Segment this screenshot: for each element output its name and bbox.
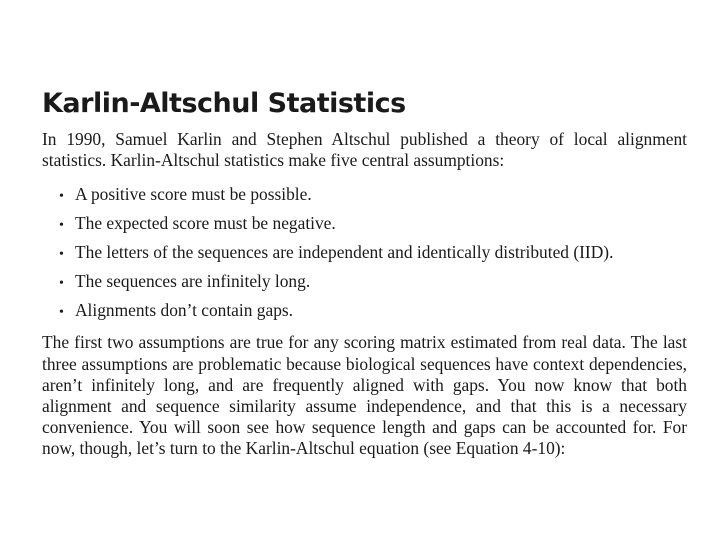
body-paragraph: The first two assumptions are true for any scoring matrix estimated from real data. The last three assumptions are problematic because biological sequences have context dependencies, aren’t infinitely long, and are frequently aligned with gaps. You now know that both alignment and sequence similarity assume independence, and that this is a necessary convenience. You will soon see how sequence length and gaps can be accounted for. For now, though, let’s turn to the Karlin-Altschul equation (see Equation 4-10): xyxy=(42,332,687,459)
list-item xyxy=(59,297,687,326)
bullet-icon: • xyxy=(59,305,64,321)
intro-paragraph: In 1990, Samuel Karlin and Stephen Altschul published a theory of local alignment statistics. Karlin-Altschul statistics make five central assumptions: xyxy=(42,129,687,171)
assumptions-list xyxy=(42,181,687,326)
document-page xyxy=(42,88,687,460)
bullet-icon: • xyxy=(59,276,64,292)
bullet-icon: • xyxy=(59,247,64,263)
list-item xyxy=(59,268,687,297)
list-item xyxy=(59,239,687,268)
assumption-text: The letters of the sequences are independent and identically distributed (IID). xyxy=(75,242,614,263)
assumption-text: The expected score must be negative. xyxy=(75,213,336,234)
bullet-icon: • xyxy=(59,189,64,205)
bullet-icon: • xyxy=(59,218,64,234)
assumption-text: The sequences are infinitely long. xyxy=(75,271,311,292)
assumption-text: A positive score must be possible. xyxy=(75,184,312,205)
section-title: Karlin-Altschul Statistics xyxy=(42,88,406,119)
list-item xyxy=(59,181,687,210)
list-item xyxy=(59,210,687,239)
assumption-text: Alignments don’t contain gaps. xyxy=(75,300,294,321)
